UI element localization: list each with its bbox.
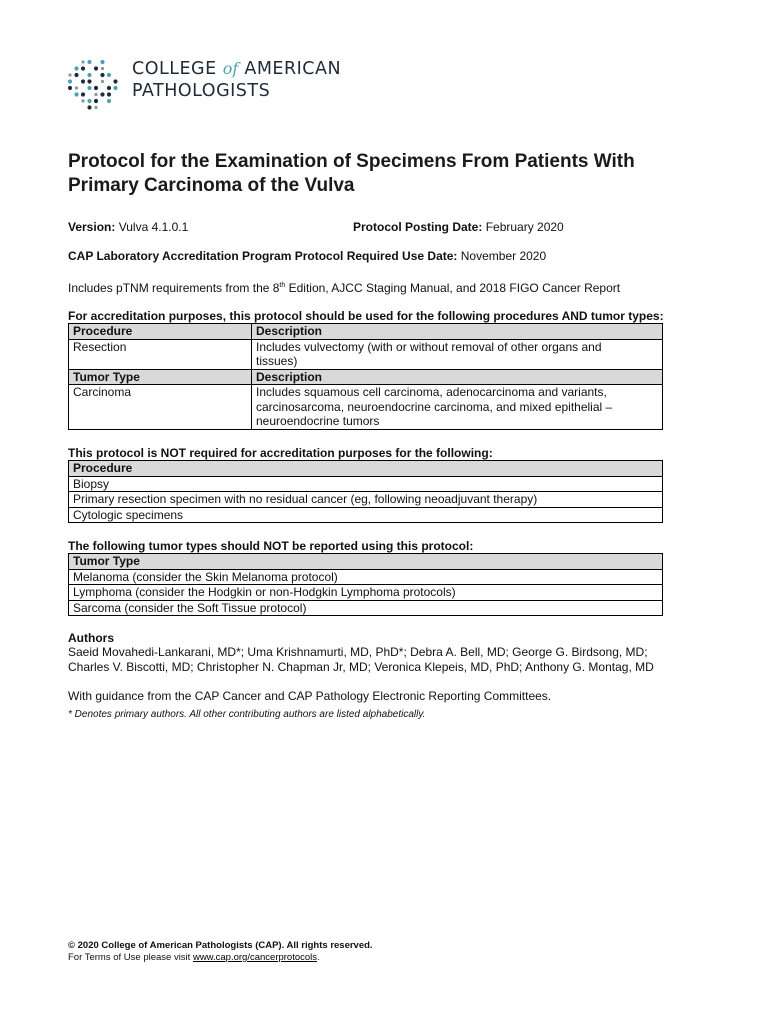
accreditation-table	[68, 323, 663, 430]
logo-dot	[81, 79, 85, 83]
table-row	[69, 492, 663, 508]
table-row	[69, 585, 663, 601]
logo-dot	[113, 86, 117, 90]
table-cell: Sarcoma (consider the Soft Tissue protocol)	[69, 600, 663, 616]
logo-dot	[107, 86, 111, 90]
cancer-protocols-link[interactable]: www.cap.org/cancerprotocols	[192, 952, 318, 963]
logo-dot	[87, 99, 91, 103]
logo-dot	[100, 73, 104, 77]
logo-dot	[74, 73, 78, 77]
logo-dot	[81, 66, 85, 70]
logo-dot	[74, 92, 78, 96]
logo-dot	[81, 99, 84, 102]
logo-dot	[81, 92, 85, 96]
terms-of-use: For Terms of Use please visit www.cap.org/cancerprotocols.	[68, 952, 320, 963]
logo-dot	[87, 73, 91, 77]
not-required-heading: This protocol is NOT required for accreditation purposes for the following:	[68, 446, 493, 460]
logo-dot	[87, 79, 91, 83]
required-use-date: CAP Laboratory Accreditation Program Protocol Required Use Date: November 2020	[68, 249, 547, 263]
primary-authors-note: * Denotes primary authors. All other contributing authors are listed alphabetically.	[68, 709, 426, 720]
not-required-table	[68, 460, 663, 523]
table-row	[69, 461, 663, 477]
logo-dot	[87, 60, 91, 64]
version-line: Version: Vulva 4.1.0.1	[68, 220, 189, 234]
logo-dot	[94, 66, 98, 70]
table-header: Procedure	[69, 324, 252, 340]
table-cell: Melanoma (consider the Skin Melanoma protocol)	[69, 569, 663, 585]
table-header: Description	[252, 369, 663, 385]
logo-dot	[101, 67, 104, 70]
page-title: Protocol for the Examination of Specimens From Patients With Primary Carcinoma of the Vulva	[68, 151, 635, 196]
table-row	[69, 476, 663, 492]
accreditation-heading: For accreditation purposes, this protocol should be used for the following procedures AND tumor types:	[68, 309, 664, 323]
logo-dot	[94, 86, 98, 90]
cap-dots-icon	[66, 58, 122, 114]
logo-dot	[113, 79, 117, 83]
logo-dot	[74, 66, 78, 70]
logo-dot	[68, 79, 72, 83]
logo-dot	[75, 86, 78, 89]
table-cell: Includes vulvectomy (with or without removal of other organs and tissues)	[252, 339, 663, 369]
table-row	[69, 385, 663, 430]
logo-dot	[100, 92, 104, 96]
table-row	[69, 554, 663, 570]
table-cell: Cytologic specimens	[69, 507, 663, 523]
table-header: Tumor Type	[69, 554, 663, 570]
table-header: Procedure	[69, 461, 663, 477]
table-row	[69, 569, 663, 585]
table-header: Description	[252, 324, 663, 340]
logo-dot	[68, 86, 72, 90]
logo-dot	[107, 73, 111, 77]
logo-dot	[100, 60, 104, 64]
logo-dot	[68, 73, 71, 76]
table-cell: Biopsy	[69, 476, 663, 492]
table-cell: Includes squamous cell carcinoma, adenocarcinoma and variants, carcinosarcoma, neuroendocrine carcinoma, and mixed epithelial – neuroendocrine tumors	[252, 385, 663, 430]
table-row	[69, 339, 663, 369]
authors-heading: Authors	[68, 631, 114, 645]
cap-logo	[66, 58, 376, 114]
table-cell: Carcinoma	[69, 385, 252, 430]
table-cell: Resection	[69, 339, 252, 369]
logo-dot	[101, 80, 104, 83]
logo-dot	[107, 99, 111, 103]
logo-dot	[87, 105, 91, 109]
posting-date: Protocol Posting Date: February 2020	[353, 220, 564, 234]
logo-dot	[94, 99, 98, 103]
copyright: © 2020 College of American Pathologists (CAP). All rights reserved.	[68, 940, 373, 951]
not-reported-table	[68, 553, 663, 616]
table-cell: Primary resection specimen with no residual cancer (eg, following neoadjuvant therapy)	[69, 492, 663, 508]
logo-dot	[107, 92, 111, 96]
table-header: Tumor Type	[69, 369, 252, 385]
table-row	[69, 369, 663, 385]
table-row	[69, 600, 663, 616]
logo-dot	[94, 93, 97, 96]
logo-wordmark: COLLEGE of AMERICAN PATHOLOGISTS	[132, 59, 342, 101]
authors-list: Saeid Movahedi-Lankarani, MD*; Uma Krishnamurti, MD, PhD*; Debra A. Bell, MD; George G. Birdsong, MD; Charles V. Biscotti, MD; Christopher N. Chapman Jr, MD; Veronica Klepeis, MD, PhD; Anthony G. Montag, MD	[68, 645, 654, 674]
not-reported-heading: The following tumor types should NOT be reported using this protocol:	[68, 539, 474, 553]
logo-dot	[81, 60, 84, 63]
table-row	[69, 324, 663, 340]
guidance-text: With guidance from the CAP Cancer and CAP Pathology Electronic Reporting Committees.	[68, 689, 552, 703]
logo-dot	[94, 106, 97, 109]
logo-dot	[87, 86, 91, 90]
table-cell: Lymphoma (consider the Hodgkin or non-Hodgkin Lymphoma protocols)	[69, 585, 663, 601]
includes-line: Includes pTNM requirements from the 8th Edition, AJCC Staging Manual, and 2018 FIGO Cancer Report	[68, 281, 621, 295]
table-row	[69, 507, 663, 523]
